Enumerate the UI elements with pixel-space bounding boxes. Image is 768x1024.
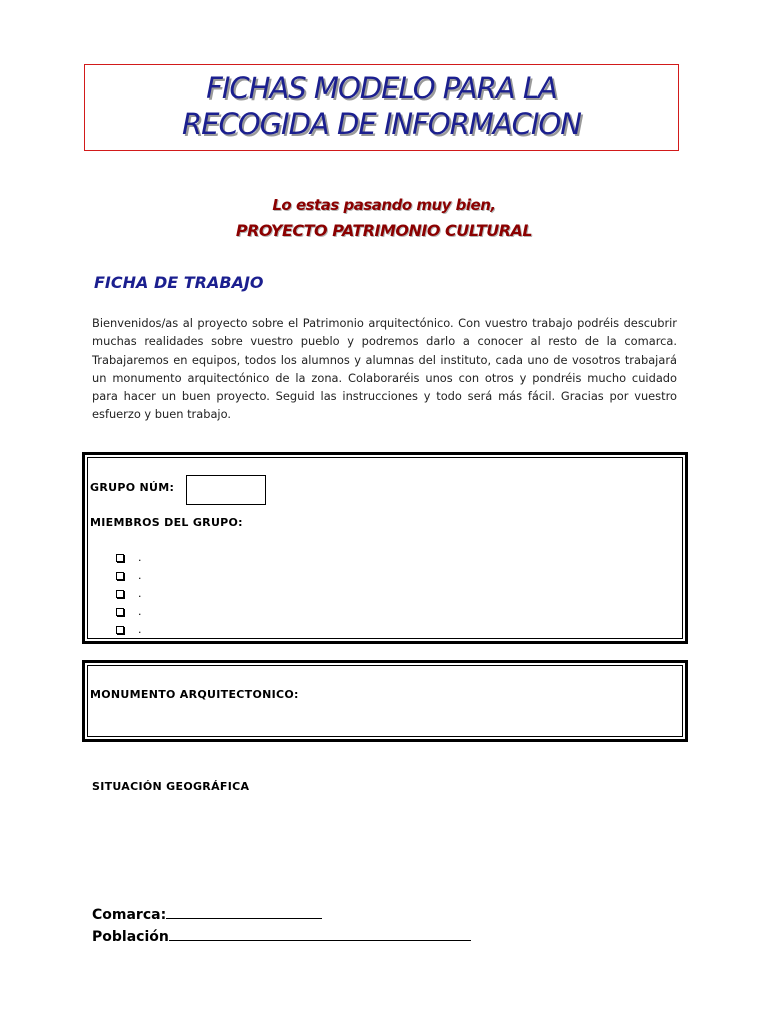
checkbox-bullet-icon[interactable]	[116, 626, 124, 634]
checkbox-bullet-icon[interactable]	[116, 554, 124, 562]
subtitle-line-2: PROYECTO PATRIMONIO CULTURAL	[235, 221, 533, 240]
member-item	[116, 623, 142, 637]
member-value: .	[138, 587, 142, 600]
member-item	[116, 551, 142, 565]
poblacion-label: Población	[92, 929, 169, 945]
group-number-label: GRUPO NÚM:	[90, 481, 175, 494]
section-heading: FICHA DE TRABAJO	[94, 273, 264, 292]
subtitle-line-1: Lo estas pasando muy bien,	[272, 196, 496, 214]
member-value: .	[138, 605, 142, 618]
comarca-label: Comarca:	[92, 907, 167, 923]
member-value: .	[138, 623, 142, 636]
monument-label: MONUMENTO ARQUITECTONICO:	[90, 688, 299, 701]
member-item	[116, 605, 142, 619]
monument-form-inner-border[interactable]	[87, 665, 683, 737]
title-box	[84, 64, 679, 151]
page-title-line-1: FICHAS MODELO PARA LA	[206, 71, 557, 105]
page-title-line-2: RECOGIDA DE INFORMACION	[182, 107, 581, 141]
intro-paragraph: Bienvenidos/as al proyecto sobre el Patrimonio arquitectónico. Con vuestro trabajo podréis descubrir muchas realidades sobre vuestro pueblo y podremos darlo a conocer al resto de la comarca. Trabajaremos en equipos, todos los alumnos y alumnas del instituto, cada uno de vosotros trabajará un monumento arquitectónico de la zona. Colaboraréis unos con otros y pondréis mucho cuidado para hacer un buen proyecto. Seguid las instrucciones y todo será más fácil. Gracias por vuestro esfuerzo y buen trabajo.	[92, 316, 677, 422]
poblacion-blank-line[interactable]	[169, 928, 471, 941]
checkbox-bullet-icon[interactable]	[116, 572, 124, 580]
member-item	[116, 569, 142, 583]
group-form-box	[82, 452, 688, 644]
poblacion-field[interactable]	[92, 928, 471, 945]
monument-form-box	[82, 660, 688, 742]
comarca-blank-line[interactable]	[166, 906, 322, 919]
member-value: .	[138, 569, 142, 582]
checkbox-bullet-icon[interactable]	[116, 590, 124, 598]
member-item	[116, 587, 142, 601]
members-label: MIEMBROS DEL GRUPO:	[90, 516, 243, 529]
checkbox-bullet-icon[interactable]	[116, 608, 124, 616]
member-value: .	[138, 551, 142, 564]
group-number-field[interactable]	[186, 475, 266, 505]
group-form-inner-border	[87, 457, 683, 639]
location-label: SITUACIÓN GEOGRÁFICA	[92, 780, 250, 793]
comarca-field[interactable]	[92, 906, 322, 923]
